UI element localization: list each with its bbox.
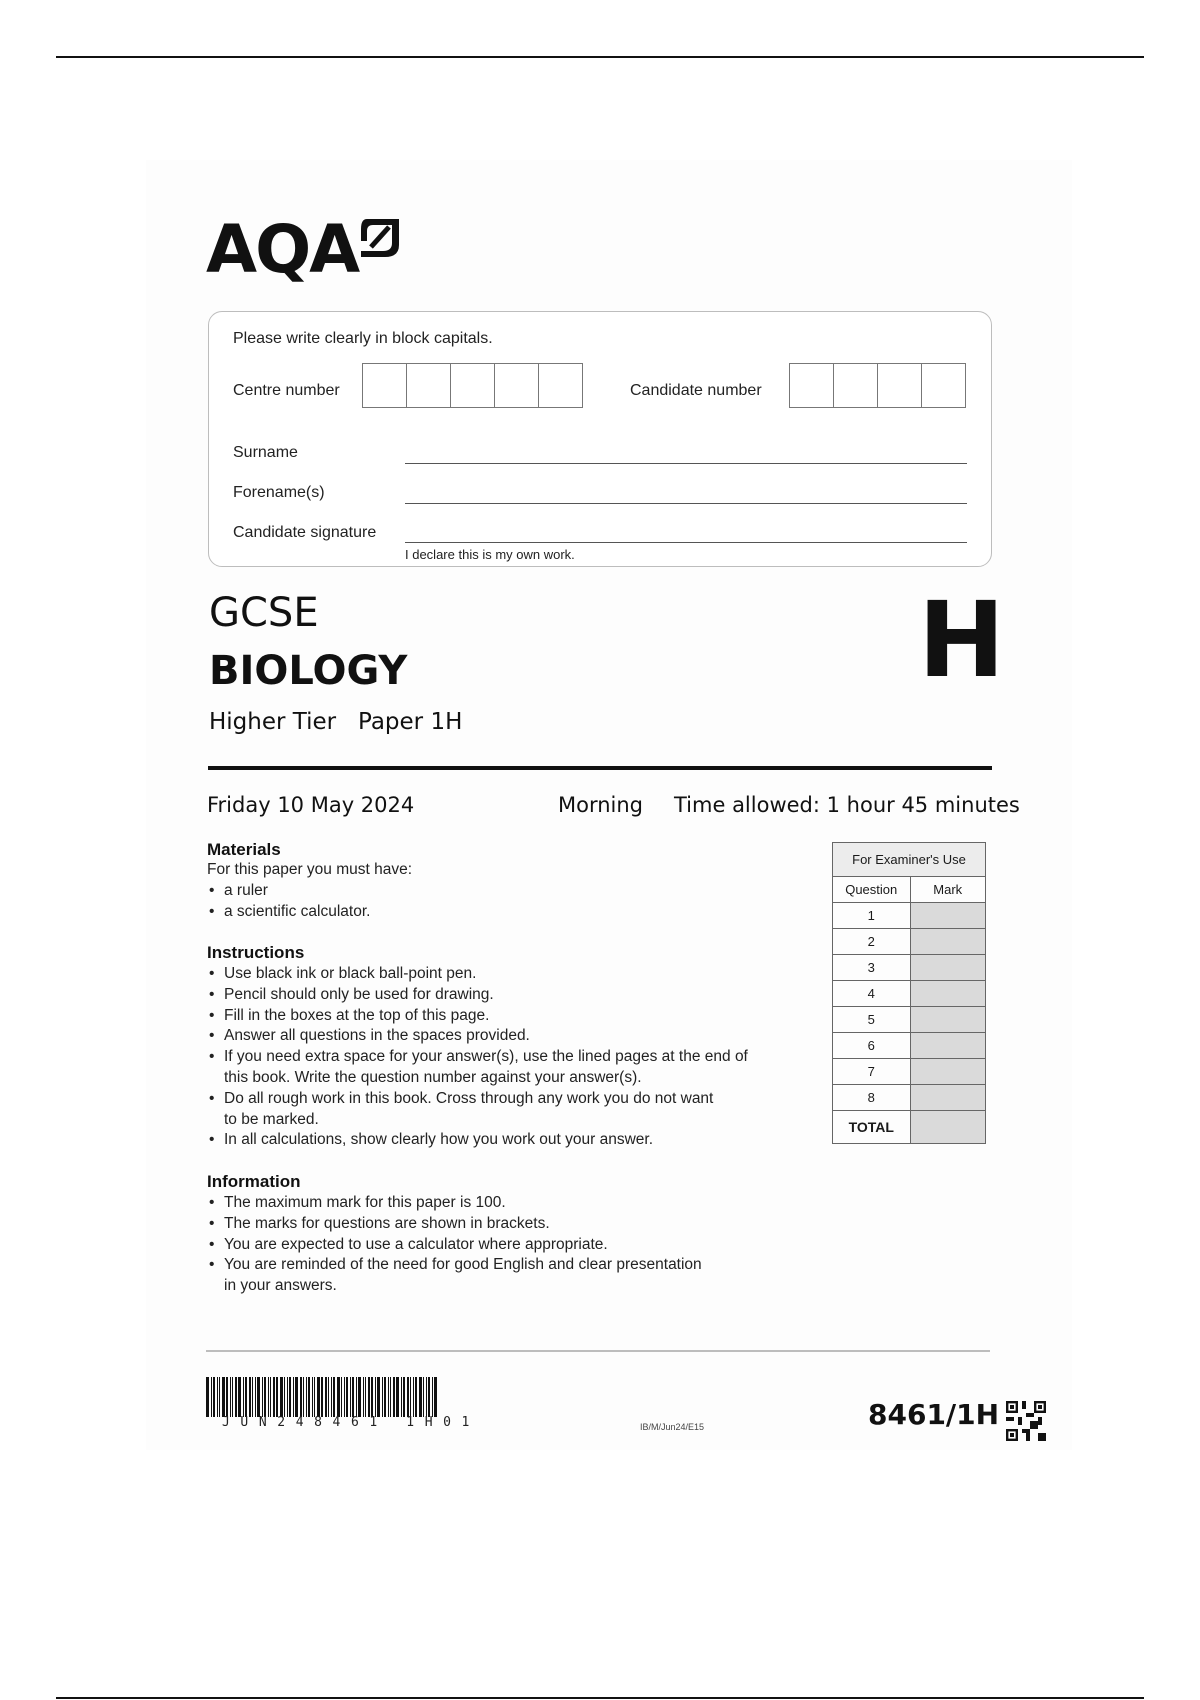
- question-number: 4: [833, 981, 911, 1007]
- barcode-bar: [393, 1377, 395, 1417]
- barcode-bar: [371, 1377, 373, 1417]
- barcode-bar: [284, 1377, 285, 1417]
- list-item: • Fill in the boxes at the top of this page.: [207, 1006, 748, 1027]
- barcode-bar: [352, 1377, 354, 1417]
- barcode-bar: [273, 1377, 275, 1417]
- total-mark-cell: [910, 1111, 986, 1144]
- list-item: • You are reminded of the need for good English and clear presentation: [207, 1255, 702, 1276]
- mark-cell: [910, 955, 986, 981]
- barcode-bar: [377, 1377, 380, 1417]
- list-item: • Use black ink or black ball-point pen.: [207, 964, 748, 985]
- barcode-bar: [300, 1377, 302, 1417]
- barcode-bar: [280, 1377, 283, 1417]
- information-heading: Information: [207, 1172, 301, 1191]
- centre-number-boxes[interactable]: [362, 363, 583, 408]
- barcode-bar: [303, 1377, 304, 1417]
- surname-line[interactable]: [405, 463, 967, 464]
- barcode: [206, 1377, 439, 1417]
- forename-label: Forename(s): [233, 484, 325, 501]
- candidate-details-box: [208, 311, 992, 567]
- mark-cell: [910, 1085, 986, 1111]
- qr-code-icon: [1006, 1401, 1046, 1441]
- barcode-bar: [232, 1377, 233, 1417]
- list-item: • The marks for questions are shown in brackets.: [207, 1214, 702, 1235]
- barcode-bar: [321, 1377, 323, 1417]
- question-number: 8: [833, 1085, 911, 1111]
- exam-session: Morning: [558, 793, 644, 817]
- barcode-bar: [287, 1377, 288, 1417]
- list-item: • Answer all questions in the spaces provided.: [207, 1026, 748, 1047]
- barcode-bar: [346, 1377, 348, 1417]
- information-list: [207, 1193, 702, 1297]
- mark-cell: [910, 929, 986, 955]
- paper-label: Paper 1H: [358, 709, 463, 735]
- list-item: • You are expected to use a calculator where appropriate.: [207, 1235, 702, 1256]
- table-row: [833, 1033, 986, 1059]
- tier-label: Higher Tier: [209, 709, 337, 735]
- barcode-bar: [219, 1377, 220, 1417]
- barcode-bar: [350, 1377, 351, 1417]
- digit-box[interactable]: [451, 364, 495, 407]
- barcode-bar: [384, 1377, 386, 1417]
- barcode-bar: [419, 1377, 422, 1417]
- barcode-bar: [264, 1377, 266, 1417]
- barcode-bar: [423, 1377, 424, 1417]
- continued-text: to be marked.: [224, 1110, 319, 1128]
- total-row: [833, 1111, 986, 1144]
- barcode-bar: [410, 1377, 411, 1417]
- mark-cell: [910, 1007, 986, 1033]
- barcode-bar: [415, 1377, 417, 1417]
- question-number: 7: [833, 1059, 911, 1085]
- mark-cell: [910, 903, 986, 929]
- question-number: 6: [833, 1033, 911, 1059]
- barcode-bar: [312, 1377, 313, 1417]
- instructions-list: [207, 964, 748, 1151]
- list-item: • The maximum mark for this paper is 100.: [207, 1193, 702, 1214]
- block-capitals-instruction: Please write clearly in block capitals.: [233, 330, 493, 347]
- barcode-bar: [333, 1377, 335, 1417]
- mark-cell: [910, 981, 986, 1007]
- barcode-bar: [382, 1377, 383, 1417]
- table-row: [833, 981, 986, 1007]
- barcode-bar: [245, 1377, 247, 1417]
- barcode-bar: [217, 1377, 218, 1417]
- barcode-bar: [401, 1377, 402, 1417]
- barcode-bar: [426, 1377, 427, 1417]
- aqa-leaf-icon: [359, 215, 401, 261]
- barcode-bar: [388, 1377, 389, 1417]
- forename-line[interactable]: [405, 503, 967, 504]
- barcode-bar: [270, 1377, 271, 1417]
- mark-cell: [910, 1033, 986, 1059]
- logo-text: AQA: [206, 211, 359, 288]
- table-row: [833, 1007, 986, 1033]
- barcode-bar: [365, 1377, 366, 1417]
- examiners-use-title: For Examiner's Use: [833, 843, 986, 877]
- barcode-bar: [213, 1377, 215, 1417]
- time-allowed: Time allowed: 1 hour 45 minutes: [674, 793, 1020, 817]
- digit-box[interactable]: [922, 364, 965, 407]
- barcode-bar: [331, 1377, 332, 1417]
- barcode-bar: [230, 1377, 231, 1417]
- barcode-bar: [293, 1377, 294, 1417]
- barcode-bar: [432, 1377, 433, 1417]
- barcode-bar: [337, 1377, 340, 1417]
- barcode-bar: [252, 1377, 253, 1417]
- declaration-text: I declare this is my own work.: [405, 547, 575, 562]
- mark-cell: [910, 1059, 986, 1085]
- barcode-bar: [356, 1377, 357, 1417]
- candidate-number-label: Candidate number: [630, 382, 762, 399]
- barcode-bar: [306, 1377, 307, 1417]
- barcode-bar: [341, 1377, 342, 1417]
- barcode-bar: [289, 1377, 291, 1417]
- materials-list: [207, 881, 370, 923]
- barcode-bar: [238, 1377, 241, 1417]
- list-item: • a scientific calculator.: [207, 902, 370, 923]
- surname-label: Surname: [233, 444, 298, 461]
- table-row: [833, 903, 986, 929]
- barcode-bar: [375, 1377, 376, 1417]
- qualification-title: GCSE: [209, 590, 319, 636]
- barcode-bar: [428, 1377, 430, 1417]
- candidate-number-boxes[interactable]: [789, 363, 966, 408]
- list-item: • Pencil should only be used for drawing.: [207, 985, 748, 1006]
- table-row: [833, 1085, 986, 1111]
- table-row: [833, 1059, 986, 1085]
- barcode-bar: [255, 1377, 256, 1417]
- barcode-bar: [407, 1377, 409, 1417]
- barcode-text: JUN248461 1H01: [222, 1415, 480, 1430]
- barcode-bar: [268, 1377, 269, 1417]
- signature-line[interactable]: [405, 542, 967, 543]
- barcode-bar: [257, 1377, 260, 1417]
- barcode-bar: [295, 1377, 298, 1417]
- exam-date: Friday 10 May 2024: [207, 793, 415, 817]
- barcode-bar: [276, 1377, 278, 1417]
- list-item: • a ruler: [207, 881, 370, 902]
- table-row: [833, 955, 986, 981]
- barcode-bar: [317, 1377, 320, 1417]
- barcode-bar: [328, 1377, 329, 1417]
- page-top-rule: [56, 56, 1144, 58]
- digit-box[interactable]: [790, 364, 834, 407]
- list-item-continued: [207, 1276, 702, 1297]
- barcode-bar: [235, 1377, 237, 1417]
- page-bottom-rule: [56, 1697, 1144, 1699]
- barcode-bar: [226, 1377, 228, 1417]
- barcode-bar: [344, 1377, 345, 1417]
- list-item-continued: [207, 1110, 748, 1131]
- barcode-bar: [403, 1377, 405, 1417]
- barcode-bar: [358, 1377, 361, 1417]
- materials-heading: Materials: [207, 840, 281, 859]
- barcode-bar: [413, 1377, 414, 1417]
- materials-intro: For this paper you must have:: [207, 861, 413, 878]
- digit-box[interactable]: [495, 364, 539, 407]
- barcode-bar: [211, 1377, 212, 1417]
- aqa-logo: [206, 211, 359, 295]
- paper-reference: IB/M/Jun24/E15: [640, 1422, 705, 1432]
- list-item: • If you need extra space for your answer(s), use the lined pages at the end of: [207, 1047, 748, 1068]
- barcode-bar: [363, 1377, 364, 1417]
- question-column-header: Question: [833, 877, 911, 903]
- digit-box[interactable]: [407, 364, 451, 407]
- tier-letter: H: [918, 579, 1006, 701]
- list-item-continued: [207, 1068, 748, 1089]
- table-row: [833, 929, 986, 955]
- question-number: 2: [833, 929, 911, 955]
- title-divider: [208, 766, 992, 770]
- paper-code: 8461/1H: [868, 1398, 1000, 1431]
- barcode-bar: [434, 1377, 437, 1417]
- footer-divider: [206, 1350, 990, 1352]
- subject-title: BIOLOGY: [209, 648, 408, 694]
- materials-intro-list: [207, 860, 412, 881]
- digit-box[interactable]: [878, 364, 922, 407]
- question-number: 1: [833, 903, 911, 929]
- barcode-bar: [249, 1377, 251, 1417]
- centre-number-label: Centre number: [233, 382, 340, 399]
- digit-box[interactable]: [363, 364, 407, 407]
- instructions-heading: Instructions: [207, 943, 305, 962]
- barcode-bar: [243, 1377, 244, 1417]
- barcode-bar: [314, 1377, 315, 1417]
- barcode-bar: [222, 1377, 225, 1417]
- barcode-bar: [396, 1377, 399, 1417]
- list-item: • In all calculations, show clearly how you work out your answer.: [207, 1130, 748, 1151]
- mark-column-header: Mark: [910, 877, 986, 903]
- barcode-bar: [368, 1377, 370, 1417]
- barcode-bar: [325, 1377, 327, 1417]
- continued-text: in your answers.: [224, 1277, 337, 1295]
- digit-box[interactable]: [539, 364, 582, 407]
- examiners-use-table: [832, 842, 986, 1144]
- question-number: 3: [833, 955, 911, 981]
- barcode-bar: [206, 1377, 209, 1417]
- barcode-bar: [390, 1377, 391, 1417]
- total-label: TOTAL: [833, 1111, 911, 1144]
- digit-box[interactable]: [834, 364, 878, 407]
- signature-label: Candidate signature: [233, 524, 377, 541]
- barcode-bar: [262, 1377, 263, 1417]
- question-number: 5: [833, 1007, 911, 1033]
- list-item: • Do all rough work in this book. Cross through any work you do not want: [207, 1089, 748, 1110]
- continued-text: this book. Write the question number against your answer(s).: [224, 1068, 642, 1086]
- barcode-bar: [308, 1377, 310, 1417]
